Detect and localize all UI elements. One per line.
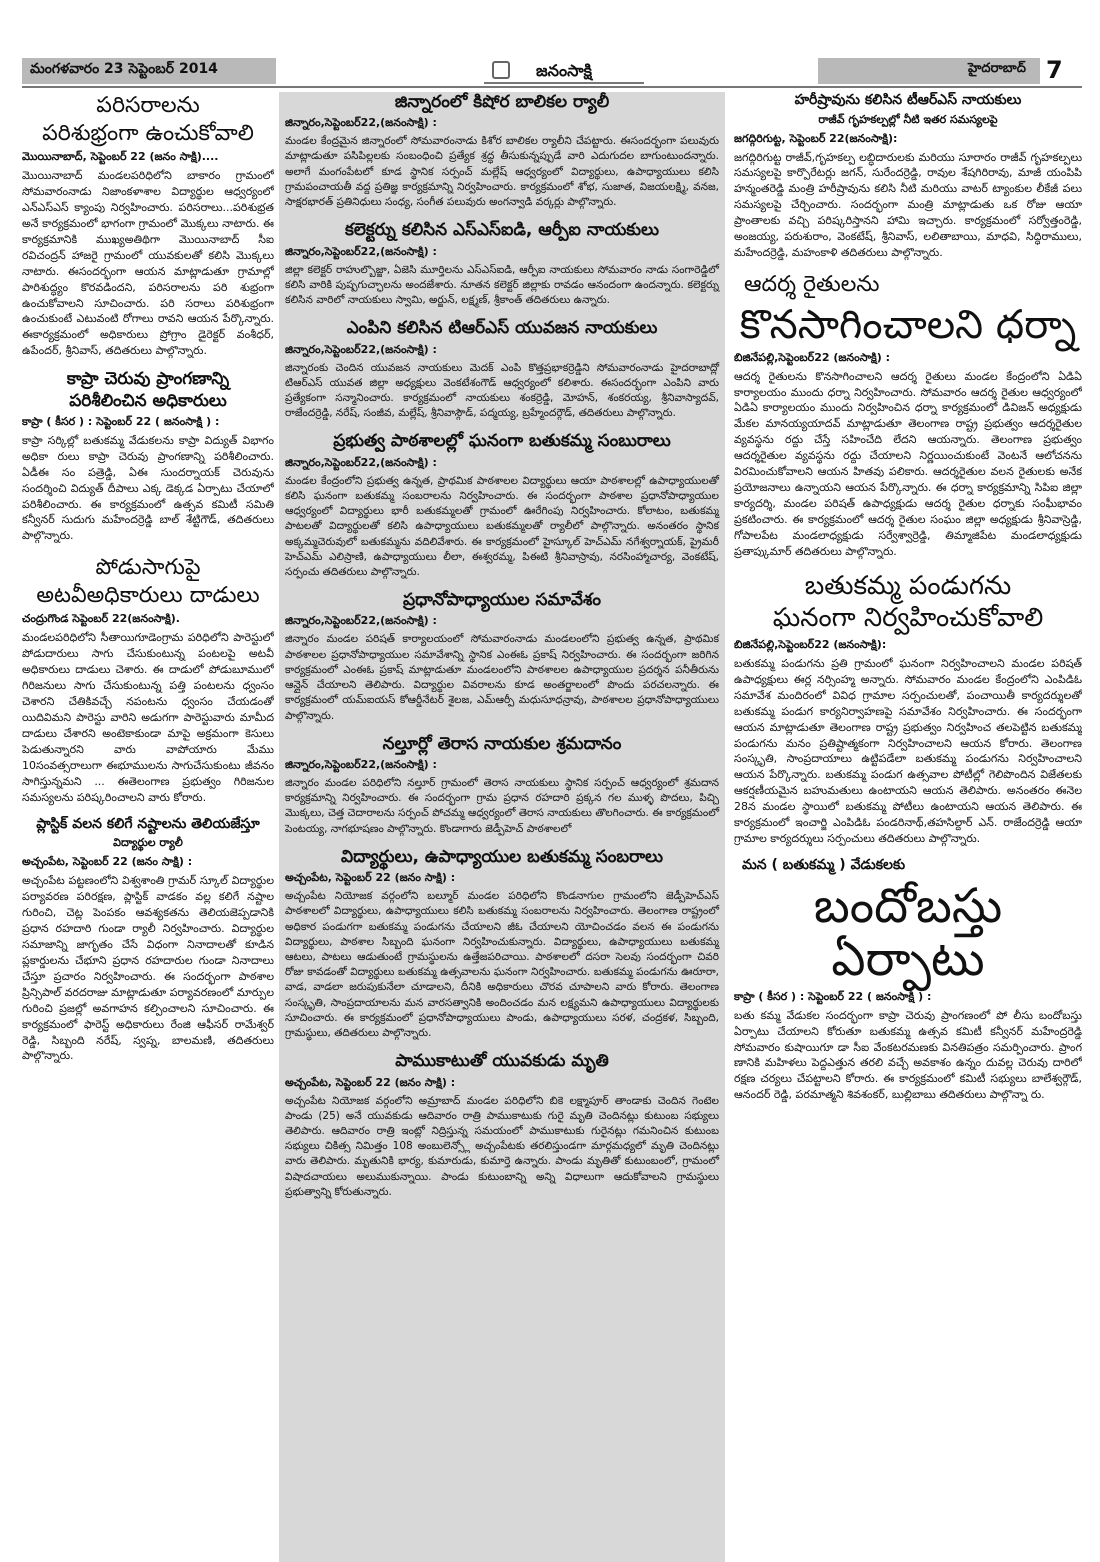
dateline: అచ్చంపేట, సెప్టెంబర్ 22 (జనం సాక్షి) : (285, 871, 456, 885)
article (285, 734, 719, 837)
headline: ప్లాస్టిక్ వలన కలిగే నష్టాలను తెలియజేస్తూ (36, 815, 260, 832)
headline: పరిశుభ్రంగా ఉంచుకోవాలి (42, 120, 254, 146)
article (285, 220, 719, 308)
article (285, 431, 719, 580)
dateline: కాప్రా ( కీసర ) : సెప్టెంబర్ 22 ( జనంసాక్షి ) : (734, 989, 932, 1003)
dateline: కాప్రా ( కీసర ) : సెప్టెంబర్ 22 ( జనంసాక్షి ) : (22, 414, 220, 428)
article-body: మండల కేంద్రంలోని ప్రభుత్వ ఉన్నత, ప్రాథమిక పాఠశాలల విద్యార్థులు ఆయా పాఠశాలల్లో ఉపాధ్యాయులతో కలిసి ఘనంగా బతుకమ్మ సంబరాలను నిర్వహించారు. ఈ సందర్భంగా పాఠశాల ప్రధానోపాధ్యాయుల ఆధ్వర్యంలో విద్యార్థులు భారీ బతుకమ్మలతో గ్రామంలో ఊరేగింపు నిర్వహించారు. కోలాటం, బతుకమ్మ పాటలతో విద్యార్థులతో కలిసి ఉపాధ్యాయులు బతుకమ్మలతో ర్యాలీలో పాల్గొన్నారు. అనంతరం స్థానిక అక్కమ్మచెరువులో బతుకమ్మను వదిలివేశారు. ఈ కార్యక్రమంలో హైస్కూల్ హెచ్ఎమ్ నగేశ్వర్నాయక్, ప్రైమరీ హెచ్ఎమ్ ఎలిస్రాణి, ఉపాధ్యాయులు లీలా, ఈశ్వరమ్మ, పిఈటి శ్రీనివాస్రావు, నరసింహ్మాచార్య, వెంకటేష్, సర్పంచు తదితరులు పాల్గొన్నారు. (285, 474, 719, 578)
headline: నల్తూర్లో తెరాస నాయకుల శ్రమదానం (382, 733, 622, 754)
article (734, 92, 1082, 261)
dateline: జగద్గిరిగుట్ట, సెప్టెంబర్ 22(జనంసాక్షి): (734, 131, 898, 145)
headline: విద్యార్థులు, ఉపాధ్యాయుల బతుకమ్మ సంబరాలు (341, 846, 663, 867)
middle-column (279, 92, 725, 1562)
dateline: జిన్నారం,సెప్టెంబర్22,(జనంసాక్షి) : (285, 342, 437, 356)
article (734, 857, 1082, 1103)
headline-large: కొనసాగించాలని ధర్నా (739, 301, 1077, 348)
article-body: బతు కమ్మ వేడుకల సందర్భంగా కాప్రా చెరువు ప్రాంగణంలో పో లీసు బందోబస్తు ఏర్పాటు చేయాలని కోరుతూ బతుకమ్మ ఉత్సవ కమిటీ కన్వీనర్ మహేంద్రరెడ్డి సోమవారం కుషాయిగూ డా సీఐ వేంకటరమణకు వినతిపత్రం సమర్పించారు. ప్రాంగ ణానికి మహిళలు పెద్దఎత్తున తరలి వచ్చే అవకాశం ఉన్నం దువల్ల చెరువు దారిలో రక్షణ చర్యలు చేపట్టాలని కోరారు. ఈ కార్యక్రమంలో కమిటీ సభ్యులు బాలేశ్వర్గౌడ్, ఆనందర్ రెడ్డి, పరమాత్మని శివశంకర్, బుల్లిబాబు తదితరులు పాల్గొన్నా రు. (734, 1008, 1082, 1102)
issue-date: మంగళవారం 23 సెప్టెంబర్ 2014 (30, 61, 218, 77)
headline: అటవీఅధికారులు దాడులు (36, 582, 260, 608)
article (734, 570, 1082, 847)
article (285, 1051, 719, 1200)
kicker: మన ( బతుకమ్మ ) వేడుకలకు (742, 857, 906, 874)
headline: ఎంపిని కలిసిన టిఆర్ఎస్ యువజన నాయకులు (346, 318, 658, 339)
article-body: జిన్నారం మండల పరిషత్ కార్యాలయంలో సోమవారంనాడు మండలంలోని ప్రభుత్వ ఉన్నత, ప్రాథమిక పాఠశాలల ప్రధానోపాధ్యాయుల సమావేశాన్ని స్థానిక ఎంఈఓ ప్రకాష్ నిర్వహించారు. ఈ సందర్భంగా జరిగిన కార్యక్రమంలో ఎంఈఓ ప్రకాష్ మాట్లాడుతూ మండలంలోని పాఠశాలల ఉపాధ్యాయుల ప్రదర్శన పనీతీరును ఆన్లైన్ చేయాలని తెలిపారు. విద్యార్థుల వివరాలను కూడ అంతర్జాలంలో పొందు పరచలన్నారు. ఈ కార్యక్రమంలో యమ్ఐయస్ కోఆర్డీనేటర్ శైలజ, ఎమ్ఆర్పీ మధుసూధన్రావు, పాఠశాలల ప్రధానోపాధ్యాయులు పాల్గొన్నారు. (285, 633, 719, 722)
edition-city: హైదరాబాద్ (968, 61, 1026, 76)
article-body: జిన్నారం మండల పరిధిలోని నల్తూర్ గ్రామంలో తెరాస నాయకులు స్థానిక సర్పంచ్ ఆధ్వర్యంలో శ్రమదాన కార్యక్రమాన్ని నిర్వహించారు. ఈ సందర్భంగా గ్రామ ప్రధాన రహదారి ప్రక్కన గల ముళ్ళ పొదలు, పిచ్చి మొక్కలు, చెత్త చెదారాలను సర్పంచ్ పోచమ్మ ఆధ్వర్యంలో తెరాస నాయకులు తొలగించారు. ఈ కార్యక్రమంలో పెంటయ్య, నాగభూషణం పాల్గొన్నారు. కొండాగారు జెడ్పీహెచ్ పాఠశాలలో (285, 776, 719, 835)
headline-large: బందోబస్తు ఏర్పాటు (813, 878, 1003, 987)
article (22, 816, 274, 1065)
article-body: మండల కేంద్రమైన జిన్నారంలో సోమవారంనాడు కిశోర బాలికల ర్యాలీని చేపట్టారు. ఈసందర్భంగా పలువురు మాట్లాడుతూ పసిపిల్లలకు సంబంధించి ప్రత్యేక శ్రద్ధ తీసుకున్నప్పుడే వారి ఎదుగుదల బాగుంటుందన్నారు. అలాగే మంగంపేటలో కూడ స్థానిక సర్పంచ్ మల్లేష్ ఆధ్వర్యంలో విద్యార్థులు, ఉపాధ్యాయులు కలిసి గ్రామపంచాయతీ వద్ద ప్రతిజ్ఞ కార్యక్రమాన్ని నిర్వహించారు. కార్యక్రమంలో శోభ, సుజాత, విజయలక్ష్మి, వనజ, సాక్షరభారత్ ప్రతినిధులు సంధ్య, సంగీత పలువురు అంగన్వాడి వర్కర్లు పాల్గొన్నారు. (285, 135, 719, 209)
right-column (734, 92, 1082, 1552)
article (22, 92, 274, 359)
headline: కలెక్టర్ను కలిసిన ఎస్ఎస్ఐడి, ఆర్పీఐ నాయకులు (345, 220, 659, 241)
article-body: జిల్లా కలెక్టర్ రాహుల్బొజ్జా, ఏజెసి మూర్తిలను ఎస్ఎస్ఐడి, ఆర్పీఐ నాయకులు సోమవారం నాడు సంగారెడ్డిలో కలిసి వారికి పుష్పగుచ్ఛాలను అందజేశారు. నూతన కలెక్టర్ జిల్లాకు రావడం ఆనందంగా ఉందన్నారు. కలెక్టర్ను కలిసిన వారిలో నాయకులు స్వామి, అర్జున్, లక్ష్మణ్, శ్రీకాంత్ తదితరులు ఉన్నారు. (285, 263, 719, 307)
headline: ప్రభుత్వ పాఠశాలల్లో ఘనంగా బతుకమ్మ సంబురాలు (333, 431, 671, 452)
headline: పరిశీలించిన అధికారులు (69, 390, 227, 411)
newspaper-logo: జనంసాక్షి (484, 58, 644, 84)
headline: ప్రధానోపాధ్యాయుల సమావేశం (403, 590, 601, 611)
article-body: అచ్చంపేట పట్టణంలోని విశ్వశాంతి గ్రామర్ స్కూల్ విద్యార్థుల పర్యావరణ పరిరక్షణ, ప్లాస్టిక్ వాడకం వల్ల కలిగే నష్టాల గురించి, చెట్ల పెంపకం ఆవశ్యకతను తెలియజెప్పడానికి ప్రధాన రహదారి గుండా ర్యాలీ నిర్వహించారు. విద్యార్థుల సమాజాన్ని జాగృతం చేసే విధంగా నినాదాలతో కూడిన ప్లకార్డులను చేభూని ప్రధాన రహదారుల గుండా నినాదాలు చేస్తూ ప్రచారం నిర్వహించారు. ఈ సందర్భంగా పాఠశాల ప్రిన్సిపాల్ వరదరాజు మాట్లాడుతూ పర్యావరణంలో మార్పుల గురించి ప్రజల్లో అవగాహన కల్పించాలని సూచించారు. ఈ కార్యక్రమంలో ఫారెస్ట్ అధికారులు రేంజి ఆఫీసర్ రామేశ్వర్ రెడ్డి, సిబ్బంది నరేష్, స్వప్న, బాలమణి, తదితరులు పాల్గొన్నారు. (22, 874, 274, 1063)
headline: బతుకమ్మ పండుగను (804, 570, 1012, 601)
article-body: కాప్రా సర్కిల్లో బతుకమ్మ వేడుకలను కాప్రా విద్యుత్ విభాగం అధికా రులు కాప్రా చెరువు ప్రాంగణాన్ని పరిశీలించారు. ఏడీఈ సం పత్రెడ్డి, ఏఈ సుందర్నాయక్ చెరువును సందర్శించి విద్యుత్ దీపాలు ఎక్క డెక్కడ ఏర్పాటు చేయాలో పరిశీలించారు. ఈ కార్యక్రమంలో ఉత్సవ కమిటీ సమితి కన్వీనర్ సుదుగు మహేందర్రెడ్డి బాల్ శేట్టిగౌడ్, తదితరులు పాల్గొన్నారు. (22, 433, 274, 543)
article (22, 369, 274, 544)
left-column (22, 92, 274, 1552)
dateline: బిజినేపల్లి,సెప్టెంబర్22 (జనంసాక్షి) : (734, 350, 891, 364)
article (734, 271, 1082, 560)
article-body: మండలపరిధిలోని సీతాయిగూడెంగ్రామ పరిధిలోని పారెస్టులో పోడుదారులు సాగు చేసుకుంటున్న పంటలపై అటవీ అధికారులు దాడులు చెశారు. ఈ దాడులో పోడుబూములో గిరిజనులు సాగు చేసుకుంటున్న పత్తి పంటలను ధ్వంసం చెశారని చేతికివచ్చే నపంటను ధ్వంసం చేయడంతో యిదివిమని పారెస్టు వారిని అడుగగా పారెస్టువారు మామీద దాడులు చేశారని అంటెకాకుండా మాపై అక్రమంగా కెసులు పెడుతున్నారని వారు వాపోయారు మేము 10సంవత్సరాలుగా ఈభూములను సాగుచేసుకుంటు జీవనం సాగిస్తున్నమని ... ఈతెలంగాణ ప్రభుత్వం గిరిజనుల సమస్యలను పరిష్కరించాలని వారు కోరారు. (22, 631, 274, 804)
headline: హరీష్రావును కలిసిన టీఆర్ఎస్ నాయకులు (794, 92, 1022, 108)
article (22, 554, 274, 805)
headline: పోడుసాగుపై (95, 555, 201, 581)
article-body: అచ్చంపేట నియోజక వర్గంలోని బల్మూర్ మండల పరిధిలోని కొండనాగుల గ్రామంలోని జెడ్పీహెచ్ఎస్ పాఠశాలలో విద్యార్థులు, ఉపాధ్యాయులు కలిసి బతుకమ్మ సంబరాలను నిర్వహించారు. తెలంగాణ రాష్ట్రంలో అధికార పండుగగా బతుకమ్మ పండుగను చేయాలని జీఓ చేయాలని యోచించడం వలన ఈ పండుగను విద్యార్థులు, పాఠశాల సిబ్బంది ఘనంగా నిర్వహించుకున్నారు. విద్యార్థులు, ఉపాధ్యాయులు బతుకమ్మ ఆటలు, పాటలు ఆడుతుంటే గ్రామస్థులను ఉత్తేజపరిచాయి. పాఠశాలలో దసరా సెలవు సందర్భంగా చివరి రోజు కావడంతో విద్యార్థులు బతుకమ్మ ఉత్సవాలను ఘనంగా నిర్వహించారు. బతుకమ్మ పండుగను ఊరూరా, వాడ, వాడలా జరుపుకునేలా చూడాలని, దీనికి అధికారులు చొరవ చూపాలని వారు కోరారు. తెలంగాణ సంస్కృతి, సాంప్రదాయాలను మన వారసత్వానికి అందించడం మన లక్ష్యమని ఉపాధ్యాయులు విద్యార్థులకు సూచించారు. ఈ కార్యక్రమంలో ప్రధానోపాధ్యాయులు పాండు, ఉపాధ్యాయులు సరళ, చంద్రకళ, సిబ్బంది, గ్రామస్థులు, తదితరులు పాల్గొన్నారు. (285, 890, 719, 1040)
headline: పాముకాటుతో యువకుడు మృతి (395, 1051, 609, 1072)
article-body: జగద్గిరిగుట్ట రాజీవ్,గృహకల్ప లబ్ధిదారులకు మరియు సూరారం రాజీవ్ గృహకల్పలు సమస్యలపై కార్పొరేటర్లు జగన్, సురేందర్రెడ్డి, రావుల శేషగిరిరావు, మాజీ యంపిపి హన్మంతరెడ్డి మంత్రి హరీష్రావును కలిసి నీటి మరియు వాటర్ ట్యాంకుల లీకేజీ పలు సమస్యలపై చేర్చించారు. సందర్భంగా మంత్రి మాట్లాడుతు ఒక రోజు ఆయా ప్రాంతాలకు వచ్చి పరిష్కరిస్తానని హామి ఇచ్చారు. కార్యక్రమంలో సర్వోత్తంరెడ్డి, అంజయ్య, పరుశురాం, వెంకటేష్, శ్రీనివాస్, లలితాబాయి, మాధవి, సిద్ధిరాములు, మహేందర్రెడ్డి, మహంకాళి తదితరులు పాల్గొన్నారు. (734, 150, 1082, 260)
article (285, 590, 719, 724)
subheadline: రాజీవ్ గృహకల్పల్లో నీటి ఇతర సమస్యలపై (818, 112, 998, 126)
date-bar (22, 58, 276, 84)
article-body: జిన్నారంకు చెందిన యువజన నాయకులు మెదక్ ఎంపి కొత్తప్రభాకర్రెడ్డిని సోమవారంనాడు హైదరాబాద్లో టిఆర్ఎస్ యువత జిల్లా అధ్యక్షులు వెంకటేశంగౌడ్ ఆధ్వర్యంలో కలిశారు. ఈసందర్భంగా ఎంపిని వారు ప్రత్యేకంగా సన్మానించారు. కార్యక్రమంలో నాయకులు శంకర్రెడ్డి, మోహన్, శంకరయ్య, శ్రీనివాస్యాదవ్, రాజేందర్రెడ్డి, నరేష్, సంజీవ, మల్లేష్, శ్రీనివాస్గౌడ్, పద్మయ్య, బ్రహ్మేందర్గౌడ్, తదితరులు పాల్గొన్నారు. (285, 361, 719, 420)
headline: పరిసరాలను (96, 93, 200, 118)
dateline: బిజినేపల్లి,సెప్టెంబర్22 (జనంసాక్షి): (734, 637, 887, 651)
dateline: జిన్నారం,సెప్టెంబర్22,(జనంసాక్షి) : (285, 455, 437, 469)
article-body: ఆదర్శ రైతులను కొనసాగించాలని ఆదర్శ రైతులు మండల కేంద్రంలోని ఏడిఏ కార్యాలయం ముందు ధర్నా నిర్వహించారు. సోమవారం ఆదర్శ రైతుల ఆధ్వర్యంలో ఏడిఏ కార్యాలయం ముందు నిర్వహించిన ధర్నా కార్యక్రమంలో డివిజన్ అధ్యక్షుడు మేకల మానయ్యయాదవ్ మాట్లాడుతూ తెలంగాణ రాష్ట్ర ప్రభుత్వం ఆదర్శరైతుల వ్యవస్థను రద్దు చేస్తే సహించేది లేదని ఆయన్నారు. తెలంగాణ ప్రభుత్వం ఆదర్శరైతుల వ్యవస్థను రద్దు చేయాలని నిర్ణయించుకుంటే వెంటనే ఆలోచనను విరమించుకోవాలని ఆయన హితవు పలికారు. ఆదర్శరైతుల వలన రైతులకు అనేక ప్రయోజనాలు ఉన్నాయని ఆయన పేర్కొన్నారు. ఈ ధర్నా కార్యక్రమాన్ని సిపిఐ జిల్లా కార్యదర్శి, మండల పరిషత్ ఉపాధ్యక్షుడు ఆదర్శ రైతుల ధర్నాకు సంఘీభావం ప్రకటించారు. ఈ కార్యక్రమంలో ఆదర్శ రైతుల సంఘం జిల్లా అధ్యక్షుడు శ్రీనివాస్రెడ్డి, గోపాలపేట మండలాధ్యక్షుడు సర్వేశ్వార్రెడ్డి, తిమ్మాజిపేట మండలాధ్యక్షుడు ప్రతాప్కుమార్ తదితరులు పాల్గొన్నారు. (734, 369, 1082, 558)
masthead (0, 0, 1100, 88)
dateline: అచ్చంపేట, సెప్టెంబర్ 22 (జనం సాక్షి) : (22, 855, 193, 869)
article (285, 847, 719, 1041)
city-bar (818, 58, 1040, 84)
dateline: జిన్నారం,సెప్టెంబర్22,(జనంసాక్షి) : (285, 244, 437, 258)
dateline: చంద్రుగొండ సెప్టెంబర్ 22(జనంసాక్షి). (22, 612, 180, 626)
article-body: మొయినాబాద్ మండలపరిధిలోని బాకారం గ్రామంలో సోమవారంనాడు నిజాంకళాశాల విద్యార్థుల ఆధ్వర్యంలో ఎన్ఎస్ఎస్ క్యాంపు నిర్వహించారు. పరిసరాలు...పరిశుభ్రత అనే కార్యక్రమంలో భాగంగా గ్రామంలో మొక్కలు నాటారు. ఈ కార్యక్రమానికి ముఖ్యఅతిథిగా మొయినాబాద్ సీఐ రవిచంద్రన్ హాజరై గ్రామంలో యువకులతో కలిసి మొక్కలు నాటారు. ఈసందర్భంగా ఆయన మాట్లాడుతూ గ్రామాల్లో పారిశుద్ధ్యం కొరవడిందని, పరిసరాలను పరి శుభ్రంగా ఉంచుకోవాలని సూచించారు. పరి సరాలు పరిశుభ్రంగా ఉంచుకుంటే ఎటువంటి రోగాలు రావని ఆయన పేర్కొన్నారు. ఈకార్యక్రమంలో అధికారులు ప్రోగ్రాం డైరెక్టర్ వంశీధర్, ఉపేందర్, శ్రీనివాస్, తదితరులు పాల్గొన్నారు. (22, 169, 274, 358)
article (285, 318, 719, 421)
headline: జిన్నారంలో కిషోర బాలికల ర్యాలీ (394, 92, 610, 112)
dateline: అచ్చంపేట, సెప్టెంబర్ 22 (జనం సాక్షి) : (285, 1075, 456, 1089)
subheadline: విద్యార్థుల ర్యాలీ (113, 836, 183, 850)
dateline: జిన్నారం,సెప్టెంబర్22,(జనంసాక్షి) : (285, 757, 437, 771)
header-rule (22, 86, 1082, 88)
headline: ఆదర్శ రైతులను (744, 272, 880, 298)
dateline: జిన్నారం,సెప్టెంబర్22,(జనంసాక్షి) : (285, 116, 437, 130)
headline: ఘనంగా నిర్వహించుకోవాలి (772, 603, 1044, 634)
article-body: అచ్చంపేట నియోజక వర్గంలోని అమ్రాబాద్ మండల పరిధిలోని బికె లక్ష్మాపూర్ తాండాకు చెందిన గెంటెల పాండు (25) అనే యువకుడు ఆదివారం రాత్రి పాముకాటుకు గురై మృతి చెందినట్లు కుటుంబ సభ్యులు తెలిపారు. ఆదివారం రాత్రి ఇంట్లో నిద్రిస్తున్న సమయంలో పాముకాటుకు గురైనట్లు గమనించిన కుటుంబ సభ్యులు చికిత్స నిమిత్తం 108 అంబులెన్స్లో అచ్చంపేటకు తరలిస్తుండగా మార్గమధ్యలో మృతి చెందినట్లు వారు తెలిపారు. మృతునికి భార్య, కుమారుడు, కుమార్తె ఉన్నారు. పాండు మృతితో కుటుంబంలో, గ్రామంలో విషాదచాయలు అలుముకున్నాయి. పాండు కుటుంబాన్ని అన్ని విధాలుగా ఆదుకోవాలని గ్రామస్థులు ప్రభుత్వాన్ని కోరుతున్నారు. (285, 1094, 719, 1198)
page-number: 7 (1046, 56, 1063, 84)
article (285, 92, 719, 210)
headline: కాప్రా చెరువు ప్రాంగణాన్ని (66, 369, 230, 390)
dateline: మొయినాబాద్, సెప్టెంబర్ 22 (జనం సాక్షి).... (22, 150, 219, 163)
article-body: బతుకమ్మ పండుగను ప్రతి గ్రామంలో ఘనంగా నిర్వహించాలని మండల పరిషత్ ఉపాధ్యక్షులు ఈర్ల నర్సింహ్మ అన్నారు. సోమవారం మండల కేంద్రంలోని ఎంపిడిఓ సమావేశ మందిరంలో వివిధ గ్రామాల సర్పంచులతో, పంచాయితీ కార్యదర్శులతో బతుకమ్మ పండుగ కార్యనిర్వాహణపై సమావేశం నిర్వహించారు. ఈ సందర్భంగా ఆయన మాట్లాడుతూ తెలంగాణ రాష్ట్ర ప్రభుత్వం నిర్వహించ తలపెట్టిన బతుకమ్మ పండుగను మనం ప్రతిష్టాత్మకంగా నిర్వహించాలని ఆయన కోరారు. తెలంగాణ సంస్కృతి, సాంప్రదాయాలు ఉట్టిపడేలా బతుకమ్మ పండుగను నిర్వహించాలని ఆయన పేర్కొన్నారు. బతుకమ్మ పండుగ ఉత్సవాల పోటీల్లో గెలిపొందిన విజేతలకు ఆకర్షణీయమైన బహుమతులు ఉంటాయని ఆయన తెలిపారు. అనంతరం ఈనెల 28న మండల స్థాయిలో బతుకమ్మ పోటీలు ఉంటాయని ఆయన తెలిపారు. ఈ కార్యక్రమంలో ఇంచార్జి ఎంపిడిఓ పండరినాథ్,తహసిల్దార్ ఎన్. రాజేందర్రెడ్డి ఆయా గ్రామాల కార్యదర్శులు సర్పంచులు తదితరులు పాల్గొన్నారు. (734, 656, 1082, 846)
dateline: జిన్నారం,సెప్టెంబర్22,(జనంసాక్షి) : (285, 614, 437, 628)
